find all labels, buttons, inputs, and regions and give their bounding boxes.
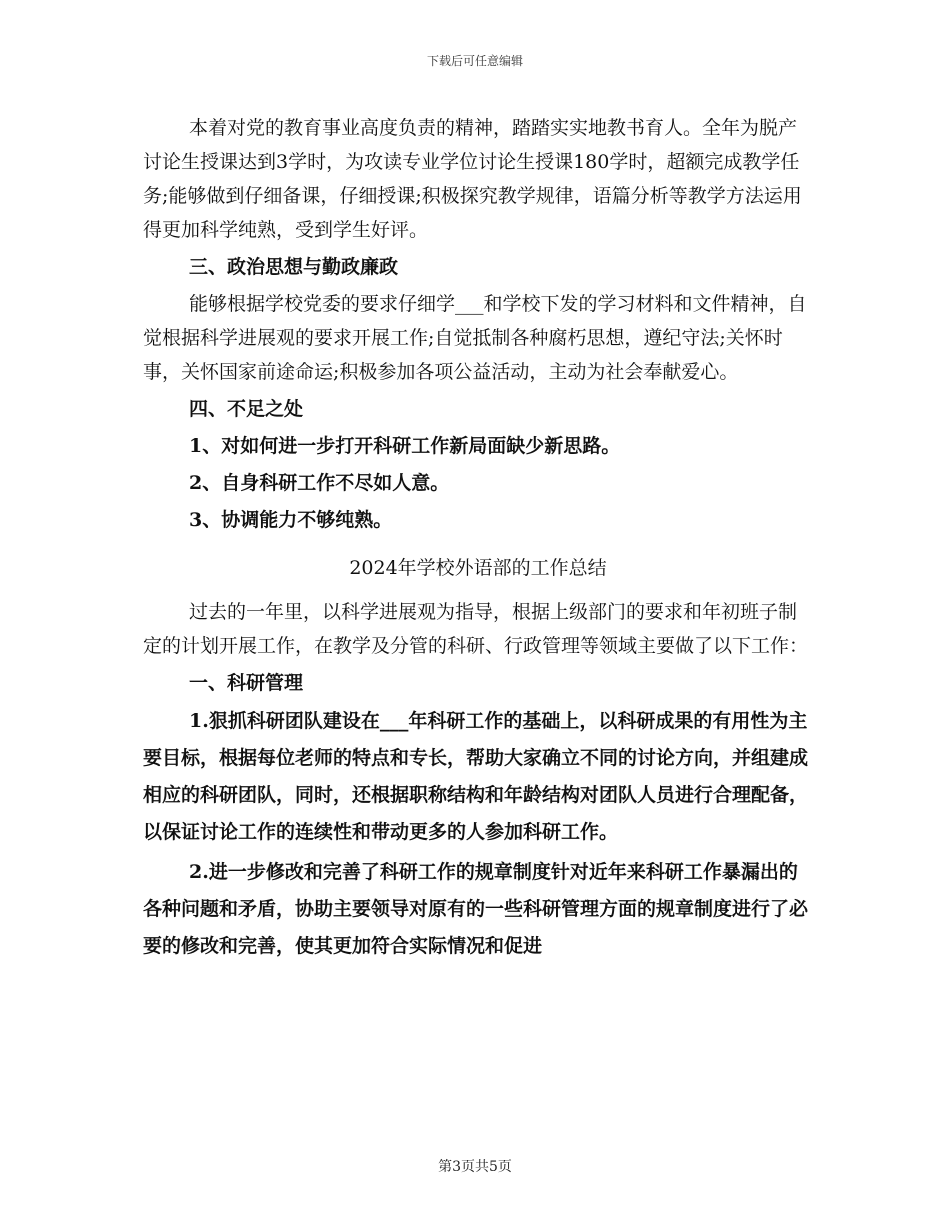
- shortcoming-item-3: 3、协调能力不够纯熟。: [189, 509, 393, 531]
- paragraph-teaching: 本着对党的教育事业高度负责的精神，踏踏实实地教书育人。全年为脱产讨论生授课达到3学时，为攻读专业学位讨论生授课180学时，超额完成教学任务;能够做到仔细备课，仔细授课;积极探究教学规律，语篇分析等教学方法运用得更加科学纯熟，受到学生好评。: [143, 117, 802, 241]
- paragraph-research-team: 1.狠抓科研团队建设在___年科研工作的基础上，以科研成果的有用性为主要目标，根据每位老师的特点和专长，帮助大家确立不同的讨论方向，并组建成相应的科研团队，同时，还根据职称结构和年龄结构对团队人员进行合理配备，以保证讨论工作的连续性和带动更多的人参加科研工作。: [143, 710, 809, 843]
- document-body: [143, 111, 813, 968]
- heading-research-management: 一、科研管理: [189, 672, 304, 694]
- paragraph-politics: 能够根据学校党委的要求仔细学___和学校下发的学习材料和文件精神，自觉根据科学进展观的要求开展工作;自觉抵制各种腐朽思想，遵纪守法;关怀时事，关怀国家前途命运;积极参加各项公益活动，主动为社会奉献爱心。: [143, 293, 807, 383]
- paragraph-intro: 过去的一年里，以科学进展观为指导，根据上级部门的要求和年初班子制定的计划开展工作，在教学及分管的科研、行政管理等领域主要做了以下工作：: [143, 601, 809, 657]
- shortcoming-item-1: 1、对如何进一步打开科研工作新局面缺少新思路。: [189, 435, 621, 457]
- page-footer: 第3页共5页: [438, 1159, 512, 1175]
- shortcoming-item-2: 2、自身科研工作不尽如人意。: [189, 472, 450, 494]
- paragraph-research-rules: 2.进一步修改和完善了科研工作的规章制度针对近年来科研工作暴漏出的各种问题和矛盾，协助主要领导对原有的一些科研管理方面的规章制度进行了必要的修改和完善，使其更加符合实际情况和促进: [143, 861, 809, 957]
- page-header: 下载后可任意编辑: [426, 54, 523, 68]
- document-title: 2024年学校外语部的工作总结: [349, 557, 607, 579]
- heading-politics: 三、政治思想与勤政廉政: [189, 256, 399, 278]
- heading-shortcomings: 四、不足之处: [189, 398, 304, 420]
